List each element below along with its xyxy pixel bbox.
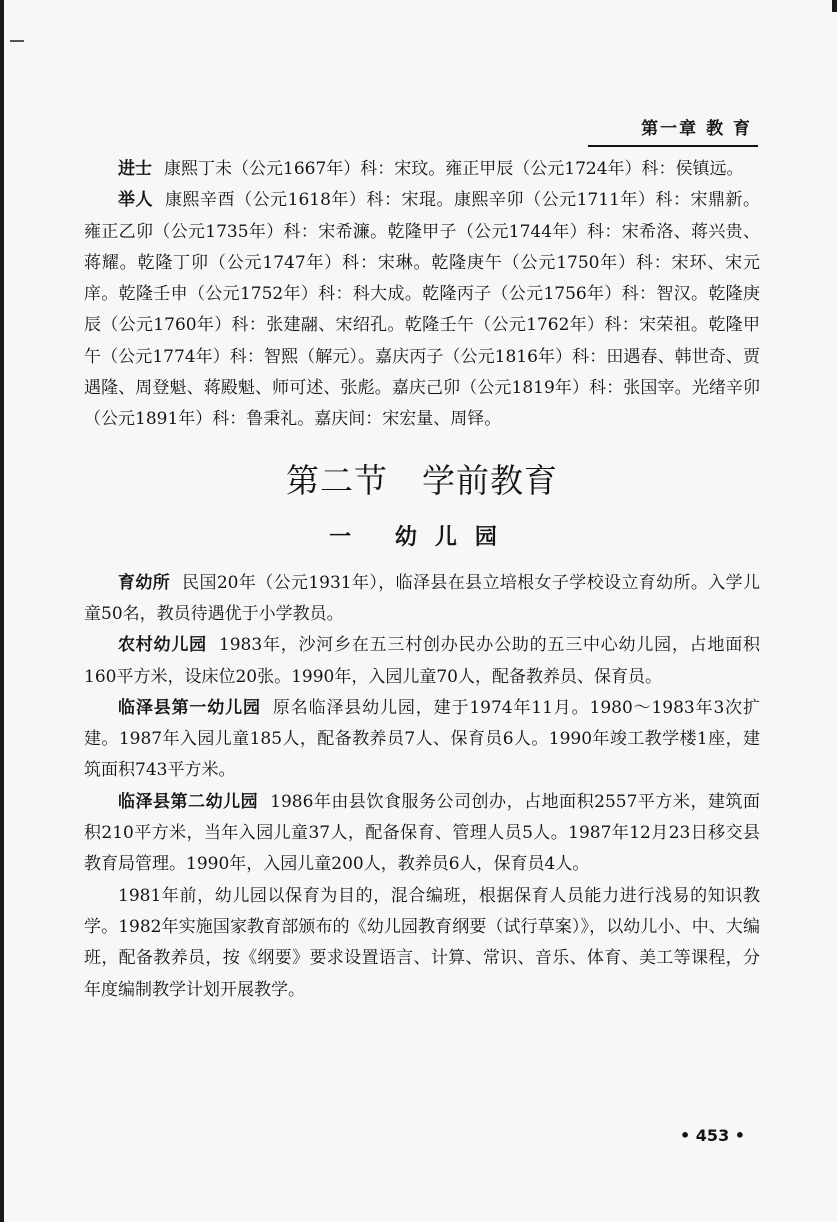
term-juren: 举人: [118, 190, 154, 211]
scan-edge-left: [0, 0, 4, 1222]
running-header: [588, 114, 758, 147]
page-body: [84, 154, 760, 1006]
term-nongcun: 农村幼儿园: [118, 635, 207, 656]
term-jinshi: 进士: [118, 159, 152, 179]
text-nongcun: 1983年，沙河乡在五三村创办民办公助的五三中心幼儿园，占地面积160平方米，设床位20张。1990年，入园儿童70人，配备教养员、保育员。: [84, 635, 761, 687]
header-rule: [588, 145, 758, 147]
term-second-kindergarten: 临泽县第二幼儿园: [118, 791, 259, 812]
paragraph-yuyousuo: [84, 568, 760, 631]
term-yuyousuo: 育幼所: [118, 572, 171, 593]
text-jinshi: 康熙丁未（公元1667年）科：宋玟。雍正甲辰（公元1724年）科：侯镇远。: [164, 159, 744, 179]
section-title: 第二节 学前教育: [286, 460, 558, 500]
paragraph-jinshi: [84, 154, 760, 185]
text-yuyousuo: 民国20年（公元1931年），临泽县在县立培根女子学校设立育幼所。入学儿童50名，教员待遇优于小学教员。: [84, 572, 761, 624]
paragraph-second-kindergarten: [84, 787, 760, 881]
scan-mark: [10, 40, 24, 42]
term-first-kindergarten: 临泽县第一幼儿园: [118, 697, 261, 718]
paragraph-summary: 1981年前，幼儿园以保育为目的，混合编班，根据保育人员能力进行浅易的知识教学。1982年实施国家教育部颁布的《幼儿园教育纲要（试行草案）》，以幼儿小、中、大编班，配备教养员，按《纲要》要求设置语言、计算、常识、音乐、体育、美工等课程，分年度编制教学计划开展教学。: [84, 885, 760, 1000]
text-first-kindergarten: 原名临泽县幼儿园，建于1974年11月。1980～1983年3次扩建。1987年入园儿童185人，配备教养员7人、保育员6人。1990年竣工教学楼1座，建筑面积743平方米。: [84, 697, 760, 781]
paragraph-juren: [84, 185, 760, 435]
subsection-title: 一 幼儿园: [329, 523, 515, 550]
page-number: • 453 •: [680, 1126, 745, 1145]
paragraph-nongcun: [84, 630, 760, 693]
chapter-title: 第一章 教 育: [641, 119, 752, 139]
text-second-kindergarten: 1986年由县饮食服务公司创办，占地面积2557平方米，建筑面积210平方米，当年入园儿童37人，配备保育、管理人员5人。1987年12月23日移交县教育局管理。1990年，入园儿童200人，教养员6人，保育员4人。: [84, 791, 761, 875]
text-juren: 康熙辛酉（公元1618年）科：宋琨。康熙辛卯（公元1711年）科：宋鼎新。雍正乙卯（公元1735年）科：宋希濂。乾隆甲子（公元1744年）科：宋希洛、蒋兴贵、蒋耀。乾隆丁卯（公元1747年）科：宋琳。乾隆庚午（公元1750年）科：宋环、宋元庠。乾隆壬申（公元1752年）科：科大成。乾隆丙子（公元1756年）科：智汉。乾隆庚辰（公元1760年）科：张建翮、宋绍孔。乾隆壬午（公元1762年）科：宋荣祖。乾隆甲午（公元1774年）科：智熙（解元）。嘉庆丙子（公元1816年）科：田遇春、韩世奇、贾遇隆、周登魁、蒋殿魁、师可述、张彪。嘉庆己卯（公元1819年）科：张国宰。光绪辛卯（公元1891年）科：鲁秉礼。嘉庆间：宋宏量、周铎。: [84, 190, 760, 430]
paragraph-first-kindergarten: [84, 693, 760, 787]
scan-edge-right: [832, 0, 837, 12]
